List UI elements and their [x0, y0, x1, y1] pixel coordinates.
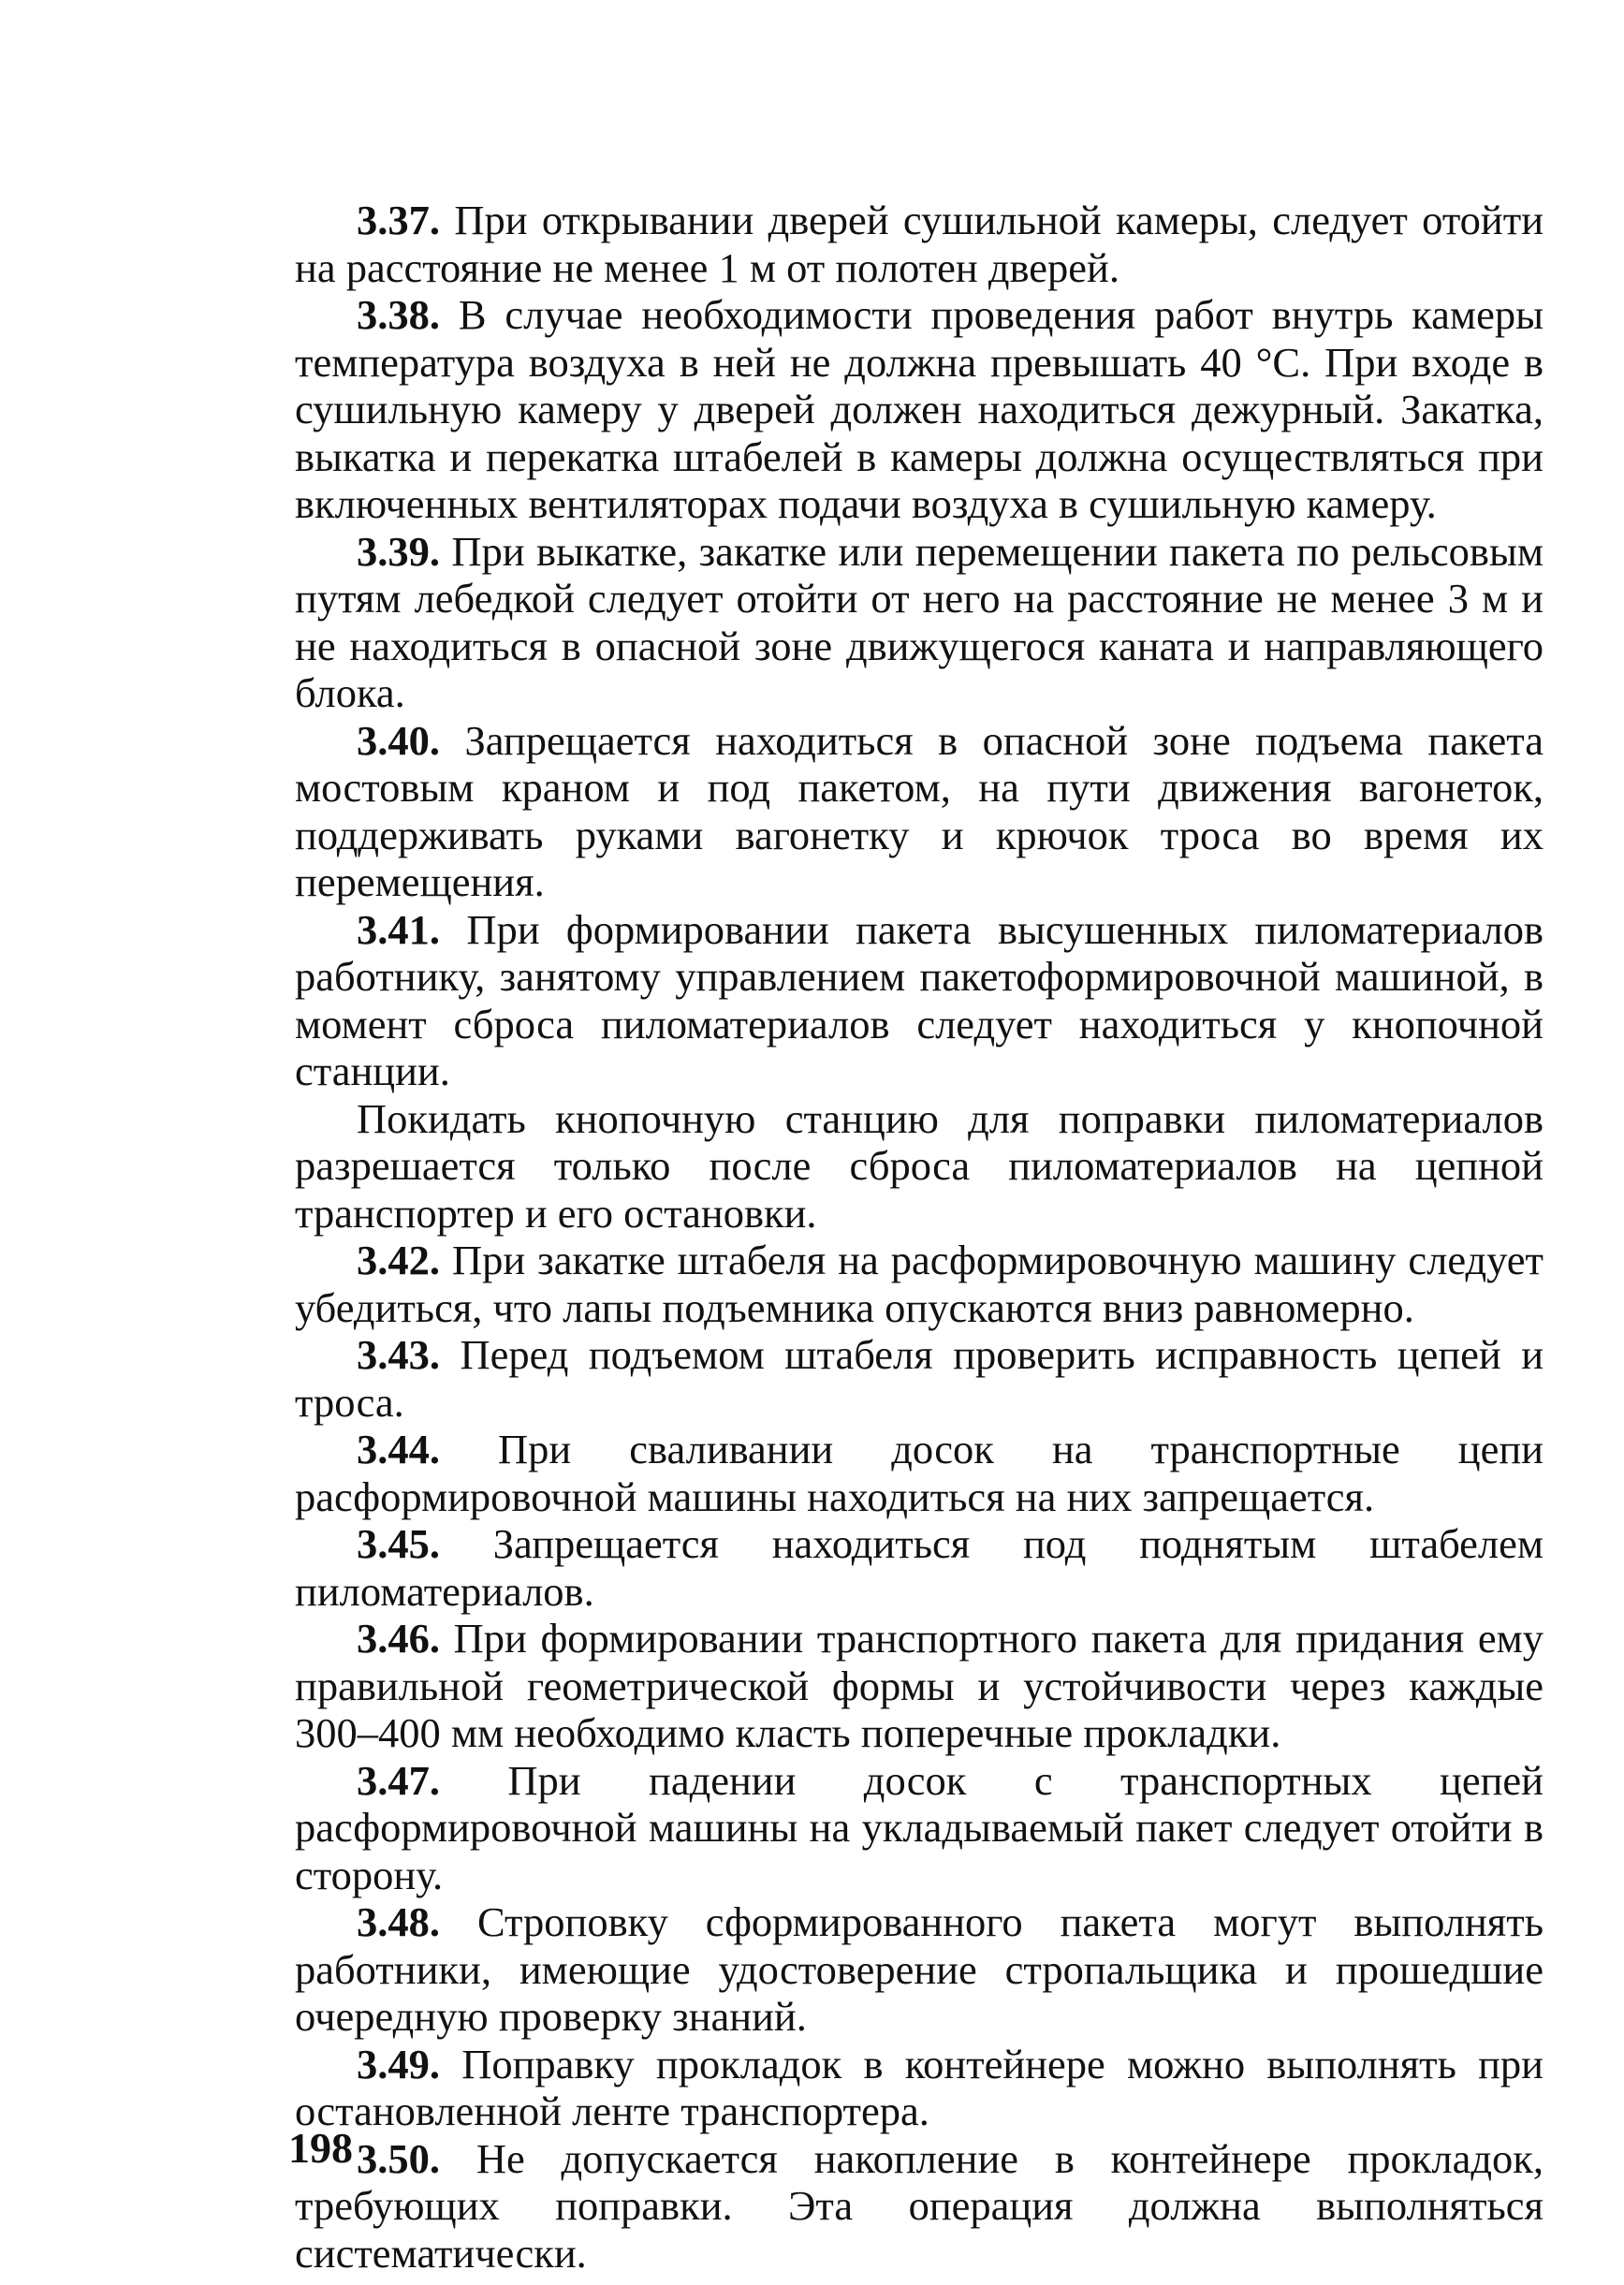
paragraph-3-40: [295, 717, 1544, 906]
paragraph-number: 3.45.: [357, 1520, 440, 1567]
paragraph-number: 3.49.: [357, 2040, 440, 2087]
paragraph-number: 3.43.: [357, 1331, 440, 1378]
paragraph-3-46: [295, 1615, 1544, 1757]
paragraph-text: При сваливании досок на транспортные цепи расформировочной машины находиться на них запрещается.: [295, 1426, 1544, 1520]
paragraph-3-37: [295, 197, 1544, 291]
paragraph-text: При выкатке, закатке или перемещении пакета по рельсовым путям лебедкой следует отойти от него на расстояние не менее 3 м и не находиться в опасной зоне движущегося каната и направляющего блока.: [295, 527, 1544, 716]
paragraph-number: 3.46.: [357, 1615, 440, 1662]
paragraph-number: 3.40.: [357, 716, 440, 764]
paragraph-text: При формировании пакета высушенных пиломатериалов работнику, занятому управлением пакетоформировочной машиной, в момент сброса пиломатериалов следует находиться у кнопочной станции.: [295, 905, 1544, 1094]
body-text: [295, 197, 1544, 2277]
paragraph-3-42: [295, 1237, 1544, 1331]
paragraph-3-38: [295, 291, 1544, 528]
paragraph-number: 3.37.: [357, 197, 440, 243]
paragraph-3-47: [295, 1757, 1544, 1899]
paragraph-3-48: [295, 1898, 1544, 2041]
paragraph-3-49: [295, 2041, 1544, 2135]
paragraph-text: В случае необходимости проведения работ внутрь камеры температура воздуха в ней не должна превышать 40 °С. При входе в сушильную камеру у дверей должен находиться дежурный. Закатка, выкатка и перекатка штабелей в камеры должна осуществляться при включенных вентиляторах подачи воздуха в сушильную камеру.: [295, 291, 1544, 527]
paragraph-3-41-continued: [295, 1095, 1544, 1238]
paragraph-3-50: [295, 2135, 1544, 2278]
paragraph-text: Запрещается находиться под поднятым штабелем пиломатериалов.: [295, 1520, 1544, 1615]
paragraph-text: Запрещается находиться в опасной зоне подъема пакета мостовым краном и под пакетом, на пути движения вагонеток, поддерживать руками вагонетку и крючок троса во время их перемещения.: [295, 716, 1544, 905]
paragraph-3-39: [295, 528, 1544, 717]
page-number: 198: [288, 2124, 353, 2172]
paragraph-text: Не допускается накопление в контейнере прокладок, требующих поправки. Эта операция должна выполняться систематически.: [295, 2134, 1544, 2277]
paragraph-text: Поправку прокладок в контейнере можно выполнять при остановленной ленте транспортера.: [295, 2040, 1544, 2134]
paragraph-number: 3.44.: [357, 1426, 440, 1472]
paragraph-text: При формировании транспортного пакета для придания ему правильной геометрической формы и устойчивости через каждые 300–400 мм необходимо класть поперечные прокладки.: [295, 1615, 1544, 1756]
paragraph-number: 3.50.: [357, 2134, 440, 2182]
paragraph-text: При закатке штабеля на расформировочную машину следует убедиться, что лапы подъемника опускаются вниз равномерно.: [295, 1237, 1544, 1331]
paragraph-3-43: [295, 1331, 1544, 1426]
paragraph-number: 3.48.: [357, 1898, 440, 1945]
paragraph-number: 3.39.: [357, 527, 440, 575]
paragraph-text: Покидать кнопочную станцию для поправки пиломатериалов разрешается только после сброса пиломатериалов на цепной транспортер и его остановки.: [295, 1094, 1544, 1237]
paragraph-3-41: [295, 906, 1544, 1095]
paragraph-number: 3.42.: [357, 1237, 440, 1283]
paragraph-3-44: [295, 1426, 1544, 1520]
paragraph-text: При падении досок с транспортных цепей расформировочной машины на укладываемый пакет следует отойти в сторону.: [295, 1756, 1544, 1898]
paragraph-text: Строповку сформированного пакета могут выполнять работники, имеющие удостоверение стропальщика и прошедшие очередную проверку знаний.: [295, 1898, 1544, 2040]
paragraph-3-45: [295, 1520, 1544, 1615]
paragraph-text: Перед подъемом штабеля проверить исправность цепей и троса.: [295, 1331, 1544, 1426]
paragraph-number: 3.47.: [357, 1756, 440, 1804]
paragraph-number: 3.38.: [357, 291, 440, 338]
paragraph-number: 3.41.: [357, 905, 440, 953]
paragraph-text: При открывании дверей сушильной камеры, следует отойти на расстояние не менее 1 м от полотен дверей.: [295, 197, 1544, 291]
